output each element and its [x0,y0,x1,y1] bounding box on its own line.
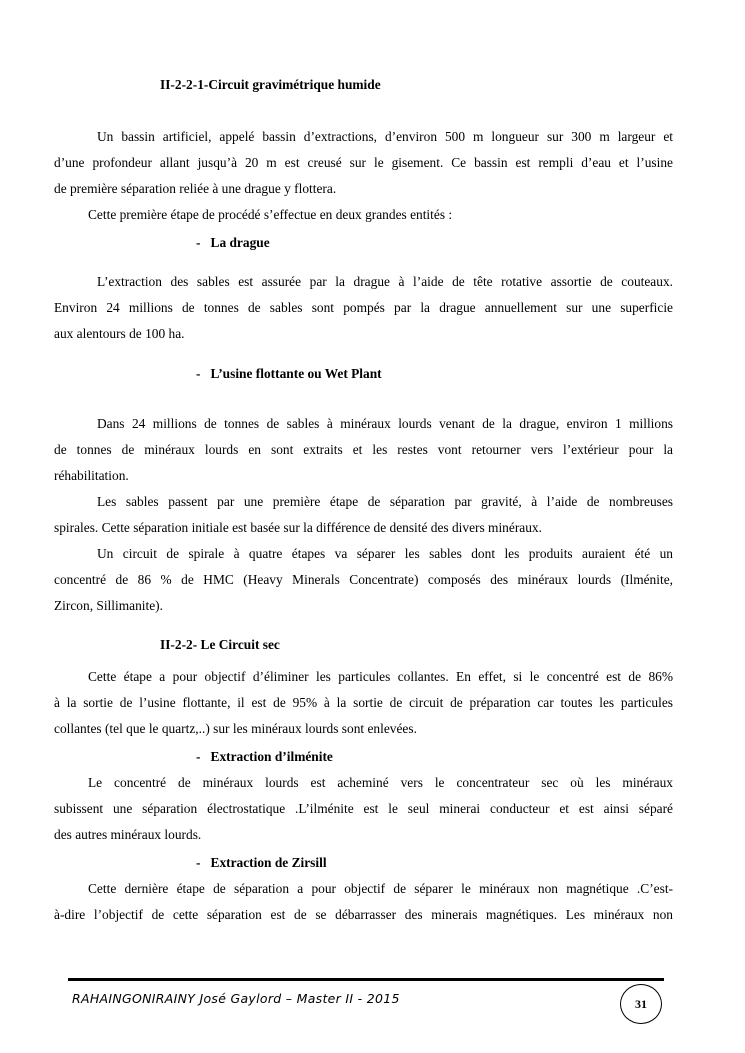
bullet-extraction-ilmenite: - Extraction d’ilménite [196,749,333,764]
paragraph-line: réhabilitation. [54,468,129,483]
paragraph-line: aux alentours de 100 ha. [54,326,185,341]
footer-author: RAHAINGONIRAINY José Gaylord – Master II - 2015 [72,991,400,1006]
paragraph-line: spirales. Cette séparation initiale est basée sur la différence de densité des divers minéraux. [54,520,542,535]
bullet-extraction-zirsill: - Extraction de Zirsill [196,855,327,870]
paragraph-line: Cette étape a pour objectif d’éliminer les particules collantes. En effet, si le concentré est de 86% [88,669,673,684]
paragraph-line: Zircon, Sillimanite). [54,598,163,613]
paragraph-line: collantes (tel que le quartz,..) sur les minéraux lourds sont enlevées. [54,721,417,736]
paragraph-line: Environ 24 millions de tonnes de sables sont pompés par la drague annuellement sur une superficie [54,300,673,315]
bullet-label: L’usine flottante ou Wet Plant [210,366,382,381]
paragraph-line: de première séparation reliée à une drague y flottera. [54,181,337,196]
paragraph-line: L’extraction des sables est assurée par la drague à l’aide de tête rotative assortie de couteaux. [97,274,673,289]
paragraph-line: Un bassin artificiel, appelé bassin d’extractions, d’environ 500 m longueur sur 300 m largeur et [97,129,673,144]
footer-rule [68,978,664,981]
section-heading-circuit-gravimetrique: II-2-2-1-Circuit gravimétrique humide [160,77,381,92]
bullet-usine-flottante: - L’usine flottante ou Wet Plant [196,366,382,381]
section-heading-circuit-sec: II-2-2- Le Circuit sec [160,637,280,652]
paragraph-line: subissent une séparation électrostatique .L’ilménite est le seul minerai conducteur et est ainsi séparé [54,801,673,816]
bullet-label: Extraction d’ilménite [210,749,333,764]
paragraph-line: à-dire l’objectif de cette séparation est de se débarrasser des minerais magnétiques. Les minéraux non [54,907,673,922]
paragraph-line: Le concentré de minéraux lourds est acheminé vers le concentrateur sec où les minéraux [88,775,673,790]
paragraph-line: Un circuit de spirale à quatre étapes va séparer les sables dont les produits auraient été un [97,546,673,561]
paragraph-line: concentré de 86 % de HMC (Heavy Minerals Concentrate) composés des minéraux lourds (Ilménite, [54,572,673,587]
page-number-badge [620,984,662,1024]
paragraph-line: Les sables passent par une première étape de séparation par gravité, à l’aide de nombreuses [97,494,673,509]
paragraph-line: Cette dernière étape de séparation a pour objectif de séparer le minéraux non magnétique .C’est- [88,881,673,896]
paragraph-line: à la sortie de l’usine flottante, il est de 95% à la sortie de circuit de préparation car toutes les particules [54,695,673,710]
paragraph-line: de tonnes de minéraux lourds en sont extraits et les restes vont retourner vers l’extérieur pour la [54,442,673,457]
bullet-label: La drague [210,235,270,250]
bullet-la-drague: - La drague [196,235,270,250]
paragraph-line: Dans 24 millions de tonnes de sables à minéraux lourds venant de la drague, environ 1 millions [97,416,673,431]
paragraph-line: des autres minéraux lourds. [54,827,202,842]
page-number: 31 [635,996,647,1011]
paragraph-line: Cette première étape de procédé s’effectue en deux grandes entités : [88,207,453,222]
paragraph-line: d’une profondeur allant jusqu’à 20 m est creusé sur le gisement. Ce bassin est rempli d’eau et l’usine [54,155,673,170]
bullet-label: Extraction de Zirsill [210,855,327,870]
